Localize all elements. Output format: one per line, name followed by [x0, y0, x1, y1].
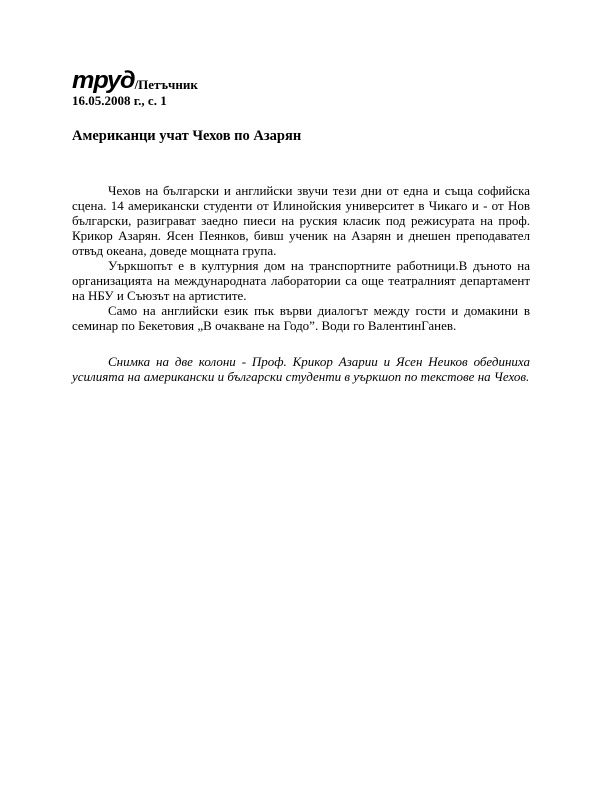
- article-paragraph: Само на английски език пък върви диалогът между гости и домакини в семинар по Бекетовия „В очакване на Годо”. Води го ВалентинГанев.: [72, 303, 530, 333]
- article-title: Американци учат Чехов по Азарян: [72, 128, 302, 144]
- article-paragraph: Уъркшопът е в културния дом на транспортните работници.В дъното на организацията на международната лаборатории са още театралният департамент на НБУ и Съюзът на артистите.: [72, 258, 530, 303]
- newspaper-logo: труд: [72, 67, 135, 94]
- publication-date-page: 16.05.2008 г., с. 1: [72, 93, 167, 108]
- section-name: /Петъчник: [134, 77, 198, 92]
- document-page: [72, 66, 530, 384]
- photo-caption: Снимка на две колони - Проф. Крикор Азарии и Ясен Неиков обединиха усилията на американски и български студенти в уъркшоп по текстове на Чехов.: [72, 354, 530, 384]
- article-paragraph: Чехов на български и английски звучи тези дни от една и съща софийска сцена. 14 американски студенти от Илинойския университет в Чикаго и - от Нов български, разиграват заедно пиеси на руския класик под режисурата на проф. Крикор Азарян. Ясен Пеянков, бивш ученик на Азарян и днешен преподавател отвъд океана, доведе мощната група.: [72, 183, 530, 258]
- masthead: [72, 66, 530, 92]
- article-body: [72, 183, 530, 333]
